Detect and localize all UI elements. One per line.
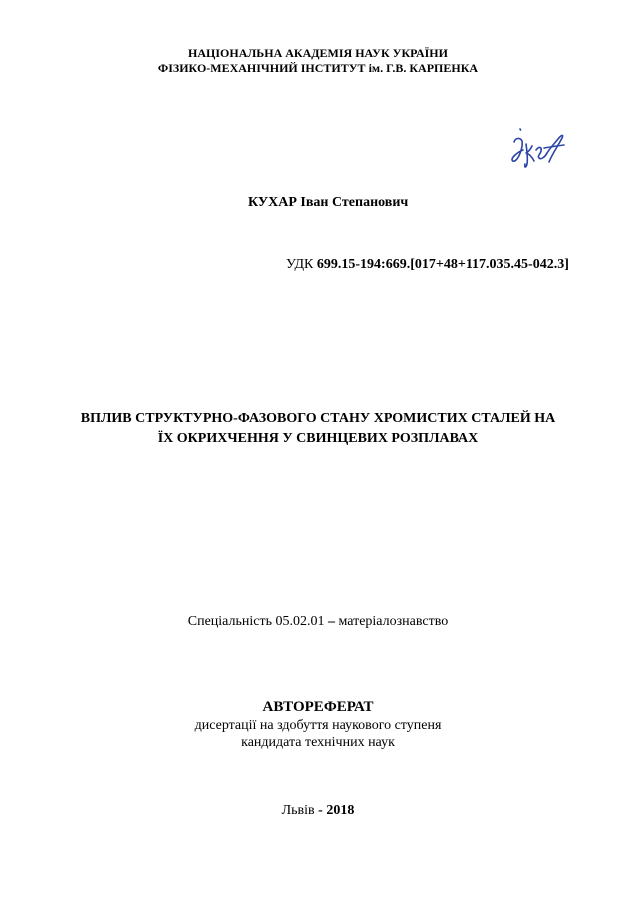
title-line-1: ВПЛИВ СТРУКТУРНО-ФАЗОВОГО СТАНУ ХРОМИСТИХ СТАЛЕЙ НА	[80, 411, 556, 426]
speciality-line	[0, 614, 636, 630]
udk-line	[286, 257, 606, 273]
abstract-line-2: кандидата технічних наук	[241, 735, 395, 750]
abstract-heading: АВТОРЕФЕРАТ	[262, 699, 374, 715]
institution-line-2: ФІЗИКО-МЕХАНІЧНИЙ ІНСТИТУТ ім. Г.В. КАРПЕНКА	[157, 61, 479, 75]
author-name: КУХАР Іван Степанович	[248, 195, 409, 210]
udk-label: УДК	[286, 257, 314, 272]
handwritten-signature	[506, 124, 572, 172]
city-year-separator: -	[318, 803, 323, 818]
speciality-separator: –	[327, 614, 335, 629]
year: 2018	[326, 803, 355, 818]
speciality-field: матеріалознавство	[338, 614, 449, 629]
abstract-block	[0, 697, 636, 751]
title-line-2: ЇХ ОКРИХЧЕННЯ У СВИНЦЕВИХ РОЗПЛАВАХ	[157, 431, 479, 446]
speciality-label: Спеціальність 05.02.01	[187, 614, 325, 629]
city-year-line	[0, 803, 636, 819]
institution-line-1: НАЦІОНАЛЬНА АКАДЕМІЯ НАУК УКРАЇНИ	[188, 46, 448, 60]
dissertation-title	[0, 409, 636, 449]
institution-header	[0, 46, 636, 76]
udk-code: 699.15-194:669.[017+48+117.035.45-042.3]	[316, 257, 569, 272]
abstract-line-1: дисертації на здобуття наукового ступеня	[194, 718, 442, 733]
city: Львів	[281, 803, 315, 818]
